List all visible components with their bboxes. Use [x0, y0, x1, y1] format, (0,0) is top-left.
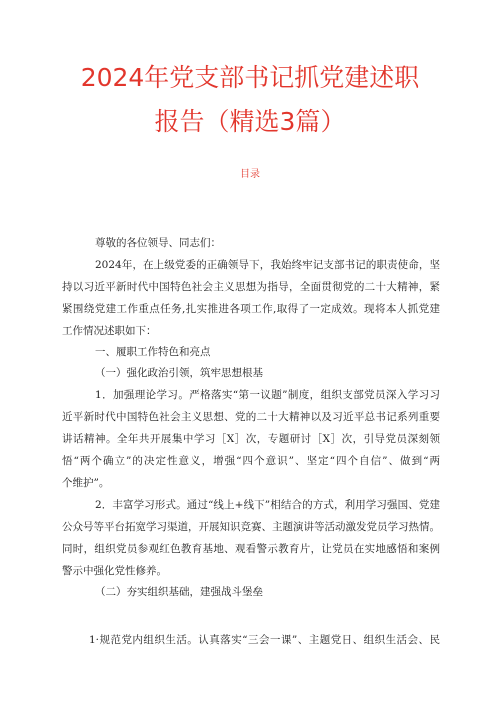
- text-line: 公众号等平台拓宽学习渠道，开展知识竞赛、主题演讲等活动激发党员学习热情。: [62, 521, 440, 533]
- greeting-paragraph: [62, 232, 440, 254]
- subsection-heading: [62, 582, 440, 603]
- text-line: 1．加强理论学习。严格落实“第一议题”制度，组织支部党员深入学习习: [95, 389, 440, 401]
- text-line: 紧围绕党建工作重点任务,扎实推进各项工作,取得了一定成效。现将本人抓党建: [62, 303, 440, 315]
- text-line: 警示中强化党性修养。: [62, 565, 167, 577]
- section-heading-text: 一、履职工作特色和亮点: [95, 346, 211, 358]
- text-line: 持以习近平新时代中国特色社会主义思想为指导，全面贯彻党的二十大精神，紧: [62, 281, 440, 293]
- text-line: 2024年，在上级党委的正确领导下，我始终牢记支部书记的职责使命，坚: [95, 259, 440, 271]
- item-paragraph: [62, 494, 440, 582]
- subsection-heading-text: （一）强化政治引领，筑牢思想根基: [95, 367, 263, 379]
- text-line: 悟“两个确立”的决定性意义，增强“四个意识”、坚定“四个自信”、做到“两: [62, 455, 440, 467]
- item-paragraph: [62, 629, 440, 651]
- subsection-heading-text: （二）夯实组织基础，建强战斗堡垒: [95, 586, 263, 598]
- text-line: 个维护”。: [62, 477, 110, 489]
- document-title: [0, 56, 500, 144]
- text-line: 2．丰富学习形式。通过“线上+线下”相结合的方式，利用学习强国、党建: [95, 499, 440, 511]
- toc-heading: 目录: [240, 169, 260, 180]
- intro-paragraph: [62, 254, 440, 342]
- subsection-heading: [62, 363, 440, 384]
- text-line: 同时，组织党员参观红色教育基地、观看警示教育片，让党员在实地感悟和案例: [62, 543, 440, 555]
- text-line: 讲话精神。全年共开展集中学习［X］次，专题研讨［X］次，引导党员深刻领: [62, 433, 440, 445]
- section-heading: [62, 342, 440, 363]
- text-line: 尊敬的各位领导、同志们：: [95, 237, 221, 249]
- document-title-line: 2024年党支部书记抓党建述职: [80, 63, 420, 92]
- text-line: 1·规范党内组织生活。认真落实“三会一课”、主题党日、组织生活会、民: [89, 634, 440, 646]
- document-title-line: 报告（精选3篇）: [154, 107, 346, 136]
- text-line: 工作情况述职如下：: [62, 325, 157, 337]
- text-line: 近平新时代中国特色社会主义思想、党的二十大精神以及习近平总书记系列重要: [62, 411, 440, 423]
- item-paragraph: [62, 384, 440, 494]
- document-body: [62, 232, 440, 651]
